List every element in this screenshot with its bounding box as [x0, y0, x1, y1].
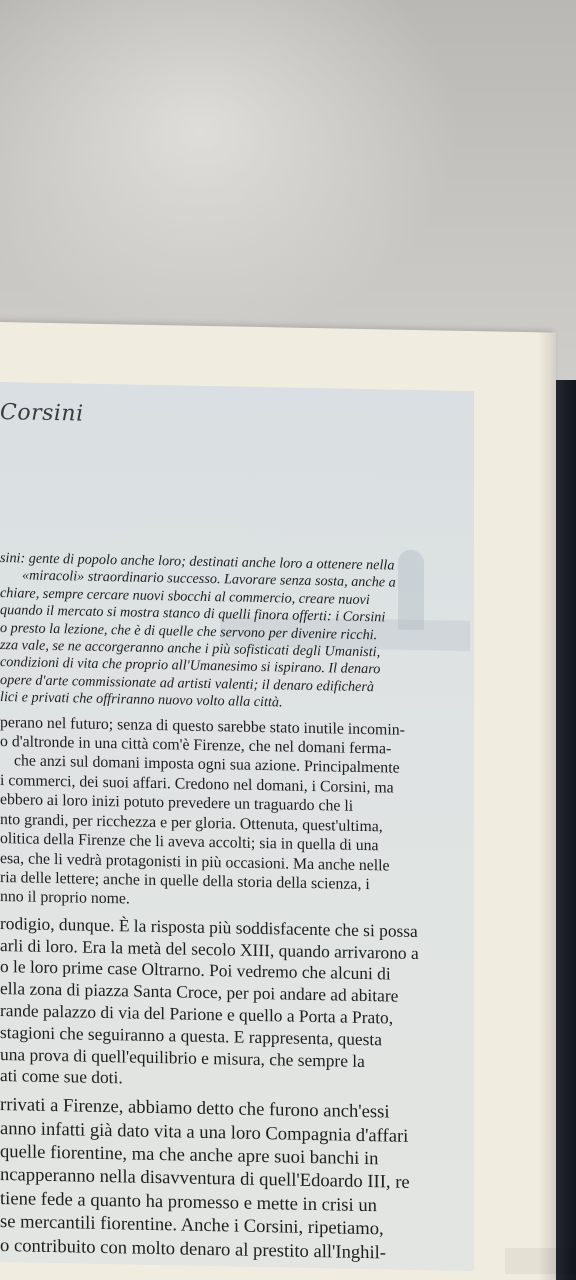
chapter-title: Corsini: [0, 400, 84, 427]
text-line: nto grandi, per ricchezza e per gloria. Ottenuta, quest'ultima,: [0, 810, 383, 836]
text-line: tiene fede a quanto ha promesso e mette in crisi un: [0, 1187, 377, 1216]
text-line: nno il proprio nome.: [0, 888, 130, 908]
text-line: o contribuito con molto denaro al prestito all'Inghil-: [0, 1234, 386, 1263]
text-line: anno infatti già dato vita a una loro Compagnia d'affari: [0, 1117, 409, 1147]
book-page: [0, 322, 556, 1280]
text-line: esa, che li vedrà protagonisti in più occasioni. Ma anche nelle: [0, 849, 390, 874]
text-line: o le loro prime case Oltrarno. Poi vedremo che alcuni di: [0, 956, 391, 984]
text-line: ncapperanno nella disavventura di quell'Edoardo III, re: [0, 1164, 410, 1194]
text-line: rrivati a Firenze, abbiamo detto che furono anch'essi: [0, 1094, 390, 1123]
text-line: «miracoli» straordinario successo. Lavorare senza sosta, anche a: [22, 567, 396, 592]
text-line: rodigio, dunque. È la risposta più soddisfacente che si possa: [0, 912, 418, 941]
paragraph-3: [0, 913, 520, 1097]
paragraph-2: [0, 713, 520, 917]
text-line: arli di loro. Era la metà del secolo XIII, quando arrivarono a: [0, 934, 419, 963]
text-line: stagioni che seguiranno a questa. E rappresenta, questa: [0, 1021, 382, 1050]
text-line: chiare, sempre cercare nuovi sbocchi al commercio, creare nuovi: [0, 584, 370, 608]
text-line: ria delle lettere; anche in quelle della storia della scienza, i: [0, 868, 370, 894]
body-text: [0, 550, 520, 1267]
text-line: quelle fiorentine, ma che anche apre suoi banchi in: [0, 1140, 379, 1170]
text-line: ella zona di piazza Santa Croce, per poi andare ad abitare: [0, 978, 399, 1006]
text-line: rande palazzo di via del Parione e quello a Porta a Prato,: [0, 999, 394, 1028]
text-line: i commerci, dei suoi affari. Credono nel domani, i Corsini, ma: [0, 771, 394, 797]
text-line: sini: gente di popolo anche loro; destinati anche loro a ottenere nella: [0, 550, 395, 574]
text-line: perano nel futuro; senza di questo sarebbe stato inutile incomin-: [0, 713, 405, 739]
text-line: che anzi sul domani imposta ogni sua azione. Principalmente: [14, 752, 400, 778]
text-line: ebbero ai loro inizi potuto prevedere un traguardo che li: [0, 791, 354, 816]
text-line: lici e privati che offriranno nuovo volto alla città.: [0, 689, 283, 711]
text-line: condizioni di vita che proprio all'Umanesimo si ispirano. Il denaro: [0, 654, 381, 678]
page-corner-shadow: [505, 1248, 575, 1274]
text-line: quando il mercato si mostra stanco di quelli finora offerti: i Corsini: [0, 602, 386, 626]
text-line: o d'altronde in una città com'è Firenze, che nel domani ferma-: [0, 733, 392, 758]
text-line: ati come sue doti.: [0, 1065, 123, 1088]
paragraph-4: [0, 1093, 520, 1267]
paragraph-1: [0, 550, 520, 717]
text-line: opere d'arte commissionate ad artisti valenti; il denaro edificherà: [0, 671, 374, 696]
text-line: zza vale, se ne accorgeranno anche i più sofisticati degli Umanisti,: [0, 637, 381, 661]
text-line: o presto la lezione, che è di quelle che servono per divenire ricchi.: [0, 619, 378, 643]
text-line: una prova di quell'equilibrio e misura, che sempre la: [0, 1043, 365, 1071]
text-line: se mercantili fiorentine. Anche i Corsini, ripetiamo,: [0, 1211, 384, 1240]
background-surface: [0, 0, 460, 340]
page-gutter-shadow: [538, 332, 556, 1280]
text-line: olitica della Firenze che li aveva accolti; sia in quella di una: [0, 830, 379, 855]
